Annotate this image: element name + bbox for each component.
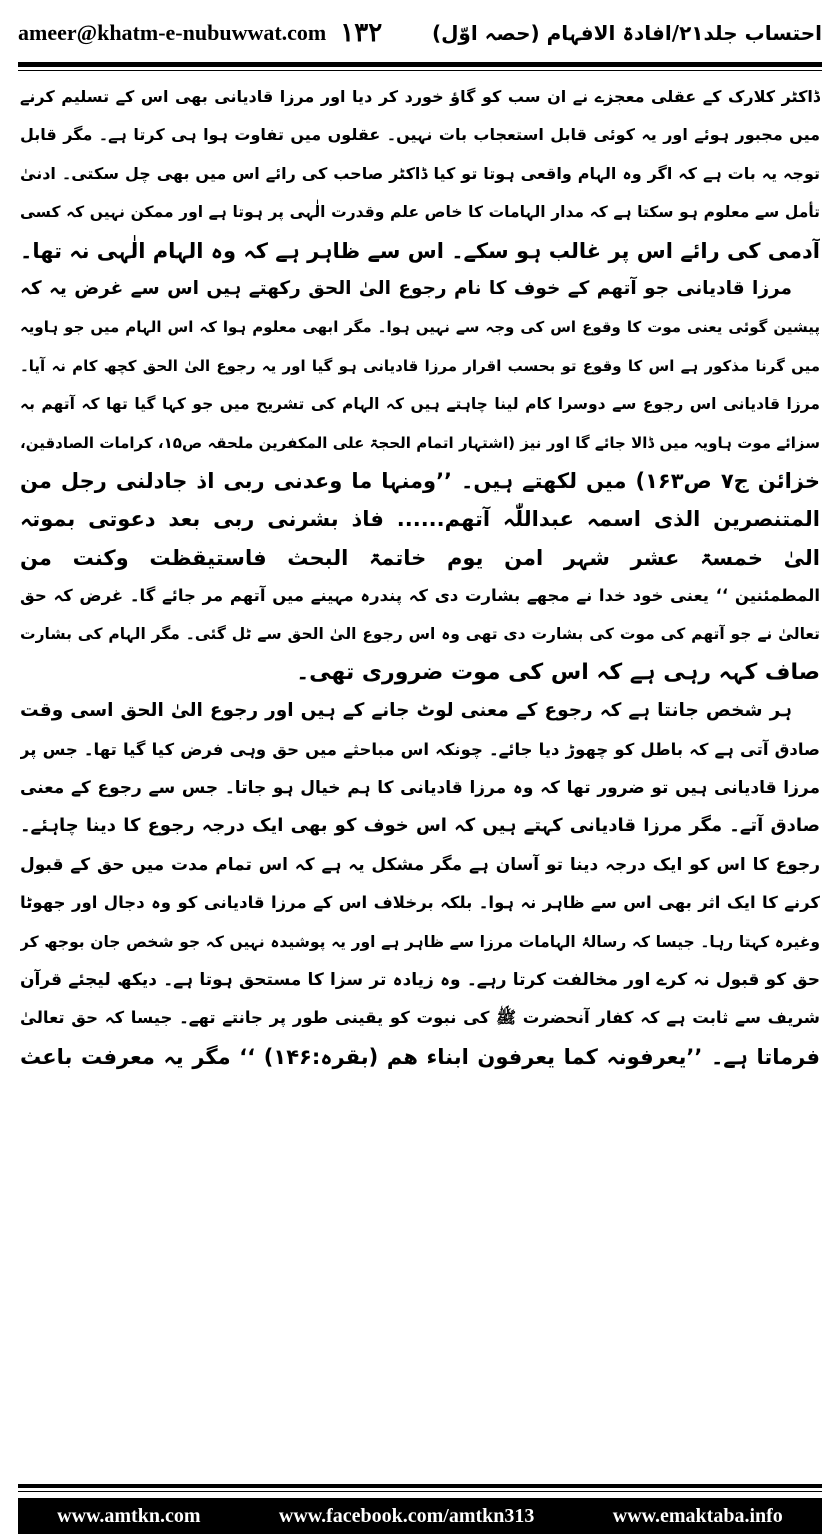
- header-rule-thick: [18, 62, 822, 67]
- text-line: آدمی کی رائے اس پر غالب ہو سکے۔ اس سے ظاہر ہے کہ وہ الہام الٰہی نہ تھا۔: [20, 238, 820, 263]
- footer-link-amtkn[interactable]: www.amtkn.com: [57, 1504, 201, 1527]
- text-line: مرزا قادیانی جو آتھم کے خوف کا نام رجوع الیٰ الحق رکھتے ہیں اس سے غرض یہ کہ: [20, 277, 792, 299]
- text-line: تأمل سے معلوم ہو سکتا ہے کہ مدار الہامات کا خاص علم وقدرت الٰہی پر ہوتا ہے اور ممکن نہیں کہ کسی: [20, 203, 820, 222]
- header-left: [18, 18, 382, 48]
- page-number: ۱۳۲: [340, 18, 383, 48]
- text-line: فرماتا ہے۔ ’’یعرفونہ کما یعرفون ابناء ھم (بقرہ:۱۴۶) ‘‘ مگر یہ معرفت باعث: [20, 1044, 820, 1069]
- text-line: شریف سے ثابت ہے کہ کفار آنحضرت ﷺ کی نبوت کو یقینی طور پر جانتے تھے۔ جیسا کہ حق تعالیٰ: [20, 1008, 820, 1028]
- text-line: میں گرنا مذکور ہے اس کا وقوع تو بحسب اقرار مرزا قادیانی ہو گیا اور یہ رجوع الیٰ الحق کچھ کام نہ آیا۔: [20, 356, 820, 375]
- book-title: احتساب جلد۲۱/افادۃ الافہام (حصہ اوّل): [431, 21, 822, 45]
- page-header: [18, 6, 822, 60]
- text-line: مرزا قادیانی ہیں تو ضرور تھا کہ وہ مرزا قادیانی کا ہم خیال ہو جاتا۔ جس سے رجوع کے معنی: [20, 778, 820, 799]
- text-line: ہر شخص جانتا ہے کہ رجوع کے معنی لوٹ جانے کے ہیں اور رجوع الیٰ الحق اسی وقت: [20, 700, 792, 722]
- text-line: رجوع کا اس کو ایک درجہ دینا تو آسان ہے مگر مشکل یہ ہے کہ اس تمام مدت میں حق کے قبول: [20, 854, 820, 875]
- text-line: المطمئنین ‘‘ یعنی خود خدا نے مجھے بشارت دی کہ پندرہ مہینے میں آتھم مر جائے گا۔ غرض کہ حق: [20, 586, 820, 606]
- text-line: صادق آتی ہے کہ باطل کو چھوڑ دیا جائے۔ چونکہ اس مباحثے میں حق وہی فرض کیا گیا تھا۔ جس پر: [20, 739, 820, 759]
- text-line: الیٰ خمسۃ عشر شہر امن یوم خاتمۃ البحث فاستیقظت وکنت من: [20, 545, 820, 570]
- text-line: صاف کہہ رہی ہے کہ اس کی موت ضروری تھی۔: [296, 659, 820, 685]
- text-line: خزائن ج۷ ص۱۶۳) میں لکھتے ہیں۔ ’’ومنہا ما وعدنی ربی اذ جادلنی رجل من: [20, 468, 820, 493]
- text-line: توجہ یہ بات ہے کہ اگر وہ الہام واقعی ہوتا تو کیا ڈاکٹر صاحب کی رائے اس میں بھی چل سکتی۔ ادنیٰ: [20, 163, 820, 183]
- text-line: حق کو قبول نہ کرے اور مخالفت کرتا رہے۔ وہ زیادہ تر سزا کا مستحق ہوتا ہے۔ دیکھ لیجئے قرآن: [20, 969, 820, 990]
- text-line: مرزا قادیانی اس رجوع سے دوسرا کام لینا چاہتے ہیں کہ الہام کی تشریح میں جو کہا گیا تھا کہ آتھم بہ: [20, 395, 820, 414]
- page-footer: [18, 1498, 822, 1534]
- footer-link-emaktaba[interactable]: www.emaktaba.info: [612, 1504, 783, 1527]
- text-line: ڈاکٹر کلارک کے عقلی معجزے نے ان سب کو گاؤ خورد کر دیا اور مرزا قادیانی بھی اس کے تسلیم کرنے: [20, 87, 820, 106]
- text-line: وغیرہ کہتا رہا۔ جیسا کہ رسالۂ الہامات مرزا سے ظاہر ہے اور یہ پوشیدہ نہیں کہ جو شخص جان بوجھ کر: [20, 932, 820, 951]
- text-line: میں مجبور ہوئے اور یہ کوئی قابل استعجاب بات نہیں۔ عقلوں میں تفاوت ہوا ہی کرتا ہے۔ مگر قابل: [20, 125, 820, 145]
- header-email[interactable]: ameer@khatm-e-nubuwwat.com: [18, 20, 327, 45]
- text-line: سزائے موت ہاویہ میں ڈالا جائے گا اور نیز (اشتہار اتمام الحجۃ علی المکفرین ملحقہ ص۱۵، کرامات الصادقین،: [20, 433, 820, 452]
- footer-rule-thin: [18, 1491, 822, 1492]
- text-line: کرنے کا ایک اثر بھی اس سے ظاہر نہ ہوا۔ بلکہ برخلاف اس کے مرزا قادیانی کو وہ دجال اور جھوٹا: [20, 893, 820, 913]
- page-body-text: [20, 78, 820, 1470]
- footer-rule-thick: [18, 1484, 822, 1488]
- text-line: تعالیٰ نے جو آتھم کی موت کی بشارت دی تھی وہ اس رجوع الیٰ الحق سے ٹل گئی۔ مگر الہام کی بشارت: [20, 625, 820, 644]
- header-rule-thin: [18, 70, 822, 71]
- text-line: صادق آتے۔ مگر مرزا قادیانی کہتے ہیں کہ اس خوف کو بھی ایک درجہ رجوع کا دینا چاہئے۔: [20, 815, 820, 837]
- text-line: پیشین گوئی یعنی موت کا وقوع اس کی وجہ سے نہیں ہوا۔ مگر ابھی معلوم ہوا کہ اس الہام میں جو ہاویہ: [20, 318, 820, 337]
- text-line: المتنصرین الذی اسمہ عبداللّٰہ آتھم...... فاذ بشرنی ربی بعد دعوتی بموتہ: [20, 507, 820, 532]
- footer-link-facebook[interactable]: www.facebook.com/amtkn313: [278, 1504, 535, 1527]
